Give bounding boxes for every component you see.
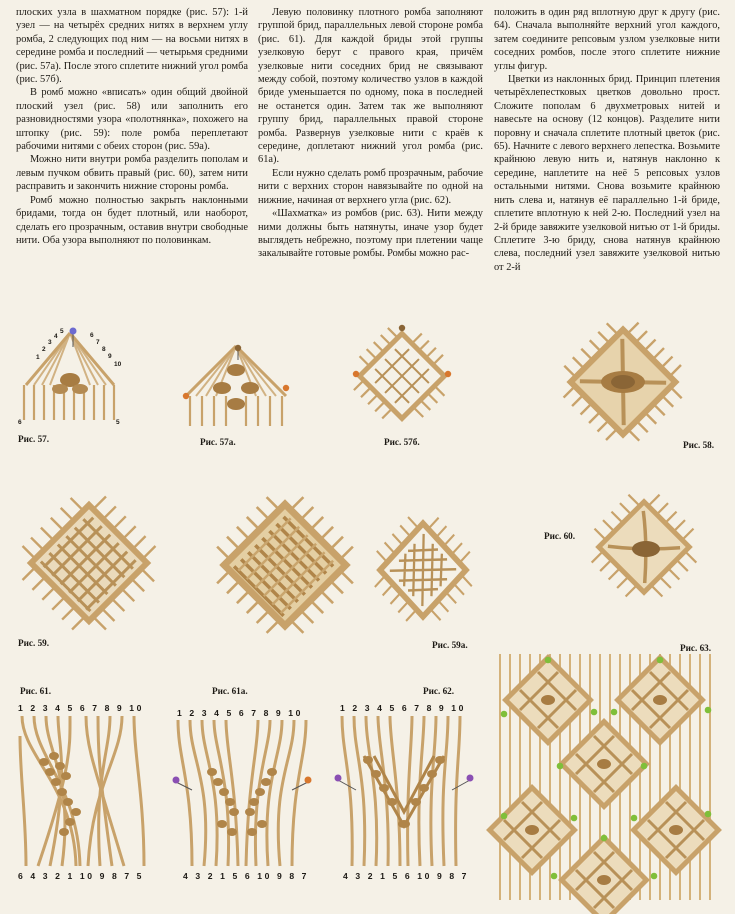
text-column-3 (494, 6, 720, 274)
pin-icon (335, 775, 357, 791)
figure-61 (14, 716, 152, 868)
figure-caption: Рис. 61а. (212, 686, 248, 696)
figure-caption: Рис. 57. (18, 434, 50, 444)
thread-label: 5 (116, 419, 120, 426)
thread-label: 6 (90, 332, 94, 339)
paragraph: Ромб можно полностью закрыть наклонными бридами, тогда он будет плотный, или наоборот, сделать его прозрачным, оставив внутри свободные нити. Оба узора выполняют по половинкам. (16, 194, 248, 246)
thread-label: 9 (108, 353, 112, 360)
figure-caption: Рис. 57б. (384, 437, 420, 447)
figure-63 (494, 654, 722, 900)
figure-57b (348, 322, 456, 430)
figure-59-center (210, 490, 360, 640)
macrame-diamond-illustration (199, 479, 372, 652)
figure-caption: Рис. 63. (680, 643, 712, 653)
pin-icon (452, 775, 474, 791)
paragraph: Если нужно сделать ромб прозрачным, рабочие нити с верхних сторон навязывайте по одной на нижние, начиная от верхнего угла (рис. 62). (258, 167, 483, 206)
thread-numbers-bottom: 6 4 3 2 1 10 9 8 7 5 (18, 871, 145, 881)
thread-numbers-top: 1 2 3 4 5 6 7 8 9 10 (177, 708, 304, 718)
figure-caption: Рис. 62. (423, 686, 455, 696)
figure-caption: Рис. 59. (18, 638, 50, 648)
macrame-diamond-illustration (20, 716, 144, 866)
figure-59a (368, 508, 478, 632)
macrame-diamond-illustration (576, 479, 712, 615)
paragraph: плоских узла в шахматном порядке (рис. 57): 1-й узел — на четырёх средних нитях в верхнем углу ромба, 2 следующих под ним — на восьми нитях в середине ромба и последний — четырьмя средними (рис. 57а). После этого сплетите нижний угол ромба (рис. 57б). (16, 7, 248, 86)
macrame-diamond-illustration (490, 654, 719, 914)
pin-icon (283, 385, 289, 391)
pin-icon (353, 371, 359, 377)
macrame-diamond-illustration (186, 346, 286, 426)
pin-icon (183, 393, 189, 399)
paragraph: В ромб можно «вписать» один общий двойной плоский узел (рис. 58) или заполнить его разновидностями узора «полотнянка», похожего на штопку (рис. 59): поле ромба переплетают рабочими нитями с обеих сторон (рис. 59а). (16, 87, 248, 153)
thread-numbers-top: 1 2 3 4 5 6 7 8 9 10 (340, 703, 467, 713)
thread-numbers-bottom: 4 3 2 1 5 6 10 9 8 7 (183, 871, 310, 881)
macrame-diamond-illustration (548, 307, 698, 457)
macrame-diamond-illustration (24, 333, 114, 420)
figure-57 (14, 325, 126, 425)
thread-label: 4 (54, 333, 58, 340)
thread-label: 2 (42, 346, 46, 353)
pin-icon (292, 777, 312, 791)
paragraph: Цветки из наклонных брид. Принцип плетения четырёхлепестковых цветков довольно прост. Сложите пополам 6 двухметровых нитей и навесьте на основу (12 концов). Разделите нити поровну и сначала сплетите плотный цветок (рис. 65). Начните с левого верхнего лепестка. Возьмите крайнюю левую нить и, натянув наклонно к середине, наплетите на неё 5 репсовых узлов остальными нитями. Снова возьмите крайнюю нить слева и, натянув её параллельно 1-й бриде, сплетите вплотную к ней 2-ю. Последний узел на 2-й бриде завяжите узелковой нитью от 1-й бриды. Сплетите 3-ю бриду, снова натянув крайнюю слева, последний узел завяжите узелковой нитью от 2-й (494, 74, 720, 273)
thread-label: 8 (102, 346, 106, 353)
text-column-2 (258, 6, 483, 261)
paragraph: «Шахматка» из ромбов (рис. 63). Нити между ними должны быть натянуты, иначе узор будет выглядеть небрежно, поэтому при плетении чаще закалывайте готовые ромбы. Ромбы можно рас- (258, 208, 483, 260)
paragraph: Можно нити внутри ромба разделить пополам и левым пучком обвить правый (рис. 60), затем нити расправить и закончить нижние стороны ромба. (16, 154, 248, 193)
figure-59 (14, 492, 164, 634)
thread-numbers-bottom: 4 3 2 1 5 6 10 9 8 7 (343, 871, 470, 881)
figure-caption: Рис. 60. (544, 531, 576, 541)
macrame-diamond-illustration (6, 480, 173, 647)
figure-caption: Рис. 58. (683, 440, 715, 450)
thread-label: 5 (60, 328, 64, 335)
figure-caption: Рис. 61. (20, 686, 52, 696)
figure-58 (558, 318, 688, 446)
thread-label: 3 (48, 339, 52, 346)
thread-numbers-top: 1 2 3 4 5 6 7 8 9 10 (18, 703, 145, 713)
figure-caption: Рис. 57а. (200, 437, 236, 447)
paragraph: Левую половинку плотного ромба заполняют группой брид, параллельных левой стороне ромба (рис. 61). Для каждой бриды этой группы узелковую берут с правого края, причём узелковые нити соседних брид не связывают между собой, поэтому количество узлов в каждой бриде уменьшается по одному, пока в последней не останется один. Затем так же выполняют группу брид, параллельных правой стороне ромба. Развернув узелковые нити с краёв к середине, доплетают нижний угол ромба (рис. 61а). (258, 7, 483, 166)
figure-62 (334, 716, 474, 868)
pin-icon (173, 777, 193, 791)
paragraph: положить в один ряд вплотную друг к другу (рис. 64). Сначала выполняйте верхний угол каждого, затем соедините репсовым узлом узелковые нити соседних ромбов, после этого сплетите нижние углы фигур. (494, 7, 720, 72)
text-column-1 (16, 6, 248, 247)
macrame-diamond-illustration (342, 716, 460, 866)
figure-57a (176, 340, 296, 430)
figure-61a (172, 720, 312, 868)
pin-icon (399, 325, 405, 331)
thread-label: 6 (18, 419, 22, 426)
thread-label: 7 (96, 339, 100, 346)
pin-icon (445, 371, 451, 377)
figure-caption: Рис. 59а. (432, 640, 468, 650)
figure-60 (588, 492, 700, 602)
thread-label: 10 (114, 361, 122, 368)
macrame-diamond-illustration (359, 501, 487, 640)
macrame-diamond-illustration (178, 720, 306, 866)
thread-label: 1 (36, 354, 40, 361)
